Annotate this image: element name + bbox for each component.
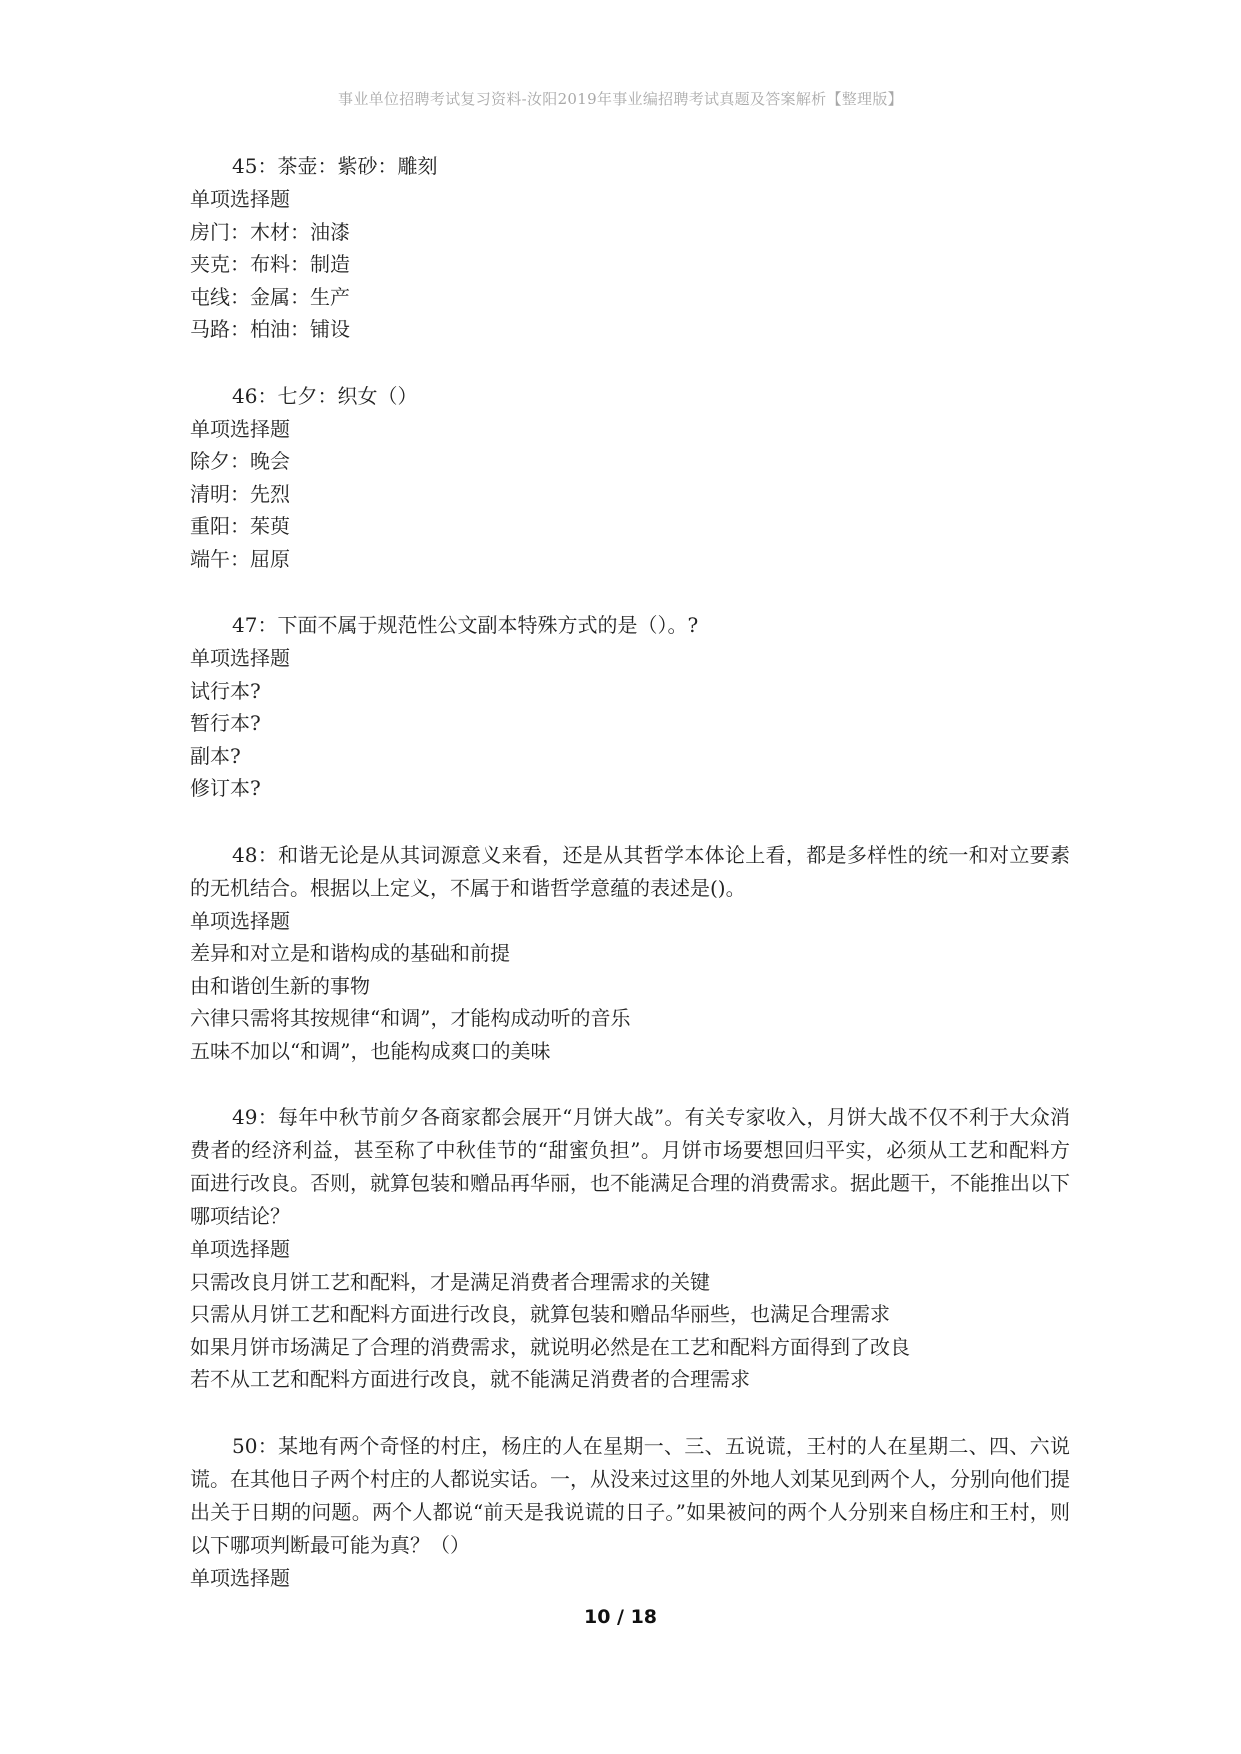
answer-option: 端午：屈原	[190, 546, 290, 571]
question-block	[190, 150, 1070, 346]
answer-option: 屯线：金属：生产	[190, 284, 350, 309]
question-block	[190, 1430, 1070, 1595]
page-header: 事业单位招聘考试复习资料-汝阳2019年事业编招聘考试真题及答案解析【整理版】	[338, 90, 903, 108]
question-type: 单项选择题	[190, 416, 290, 441]
question-type: 单项选择题	[190, 646, 290, 670]
answer-option: 房门：木材：油漆	[190, 219, 350, 244]
answer-option: 若不从工艺和配料方面进行改良，就不能满足消费者的合理需求	[190, 1367, 750, 1391]
question-stem: 48：和谐无论是从其词源意义来看，还是从其哲学本体论上看，都是多样性的统一和对立要素的无机结合。根据以上定义，不属于和谐哲学意蕴的表述是()。	[190, 842, 1070, 900]
answer-option: 由和谐创生新的事物	[190, 973, 370, 998]
question-type: 单项选择题	[190, 1237, 290, 1261]
answer-option: 修订本?	[190, 776, 261, 800]
question-block	[190, 380, 1070, 576]
question-stem: 45：茶壶：紫砂：雕刻	[232, 154, 438, 178]
question-stem: 49：每年中秋节前夕各商家都会展开“月饼大战”。有关专家收入，月饼大战不仅不利于大众消费者的经济利益，甚至称了中秋佳节的“甜蜜负担”。月饼市场要想回归平实，必须从工艺和配料方面进行改良。否则，就算包装和赠品再华丽，也不能满足合理的消费需求。据此题干，不能推出以下哪项结论？	[190, 1105, 1070, 1228]
answer-option: 夹克：布料：制造	[190, 252, 350, 276]
question-block	[190, 839, 1070, 1068]
question-type: 单项选择题	[190, 908, 290, 933]
question-block	[190, 609, 1070, 805]
question-type: 单项选择题	[190, 1565, 290, 1590]
answer-option: 试行本?	[190, 678, 261, 703]
question-block	[190, 1101, 1070, 1396]
page-number: 10 / 18	[583, 1606, 658, 1628]
answer-option: 副本?	[190, 743, 241, 768]
answer-option: 五味不加以“和调”，也能构成爽口的美味	[190, 1038, 551, 1063]
answer-option: 马路：柏油：铺设	[190, 317, 350, 341]
answer-option: 六律只需将其按规律“和调”，才能构成动听的音乐	[190, 1006, 631, 1030]
question-stem: 46：七夕：织女（）	[232, 383, 418, 408]
answer-option: 暂行本?	[190, 711, 261, 735]
answer-option: 差异和对立是和谐构成的基础和前提	[190, 941, 510, 965]
answer-option: 清明：先烈	[190, 481, 290, 506]
answer-option: 重阳：茱萸	[190, 514, 290, 538]
document-content	[190, 150, 1070, 1628]
question-stem: 50：某地有两个奇怪的村庄，杨庄的人在星期一、三、五说谎，王村的人在星期二、四、六说谎。在其他日子两个村庄的人都说实话。一，从没来过这里的外地人刘某见到两个人，分别向他们提出关于日期的问题。两个人都说“前天是我说谎的日子。”如果被问的两个人分别来自杨庄和王村，则以下哪项判断最可能为真？（）	[190, 1433, 1070, 1557]
answer-option: 除夕：晚会	[190, 449, 290, 473]
question-stem: 47：下面不属于规范性公文副本特殊方式的是（）。?	[232, 613, 699, 637]
answer-option: 如果月饼市场满足了合理的消费需求，就说明必然是在工艺和配料方面得到了改良	[190, 1334, 910, 1359]
question-type: 单项选择题	[190, 187, 290, 211]
answer-option: 只需从月饼工艺和配料方面进行改良，就算包装和赠品华丽些，也满足合理需求	[190, 1302, 890, 1326]
answer-option: 只需改良月饼工艺和配料，才是满足消费者合理需求的关键	[190, 1269, 710, 1294]
